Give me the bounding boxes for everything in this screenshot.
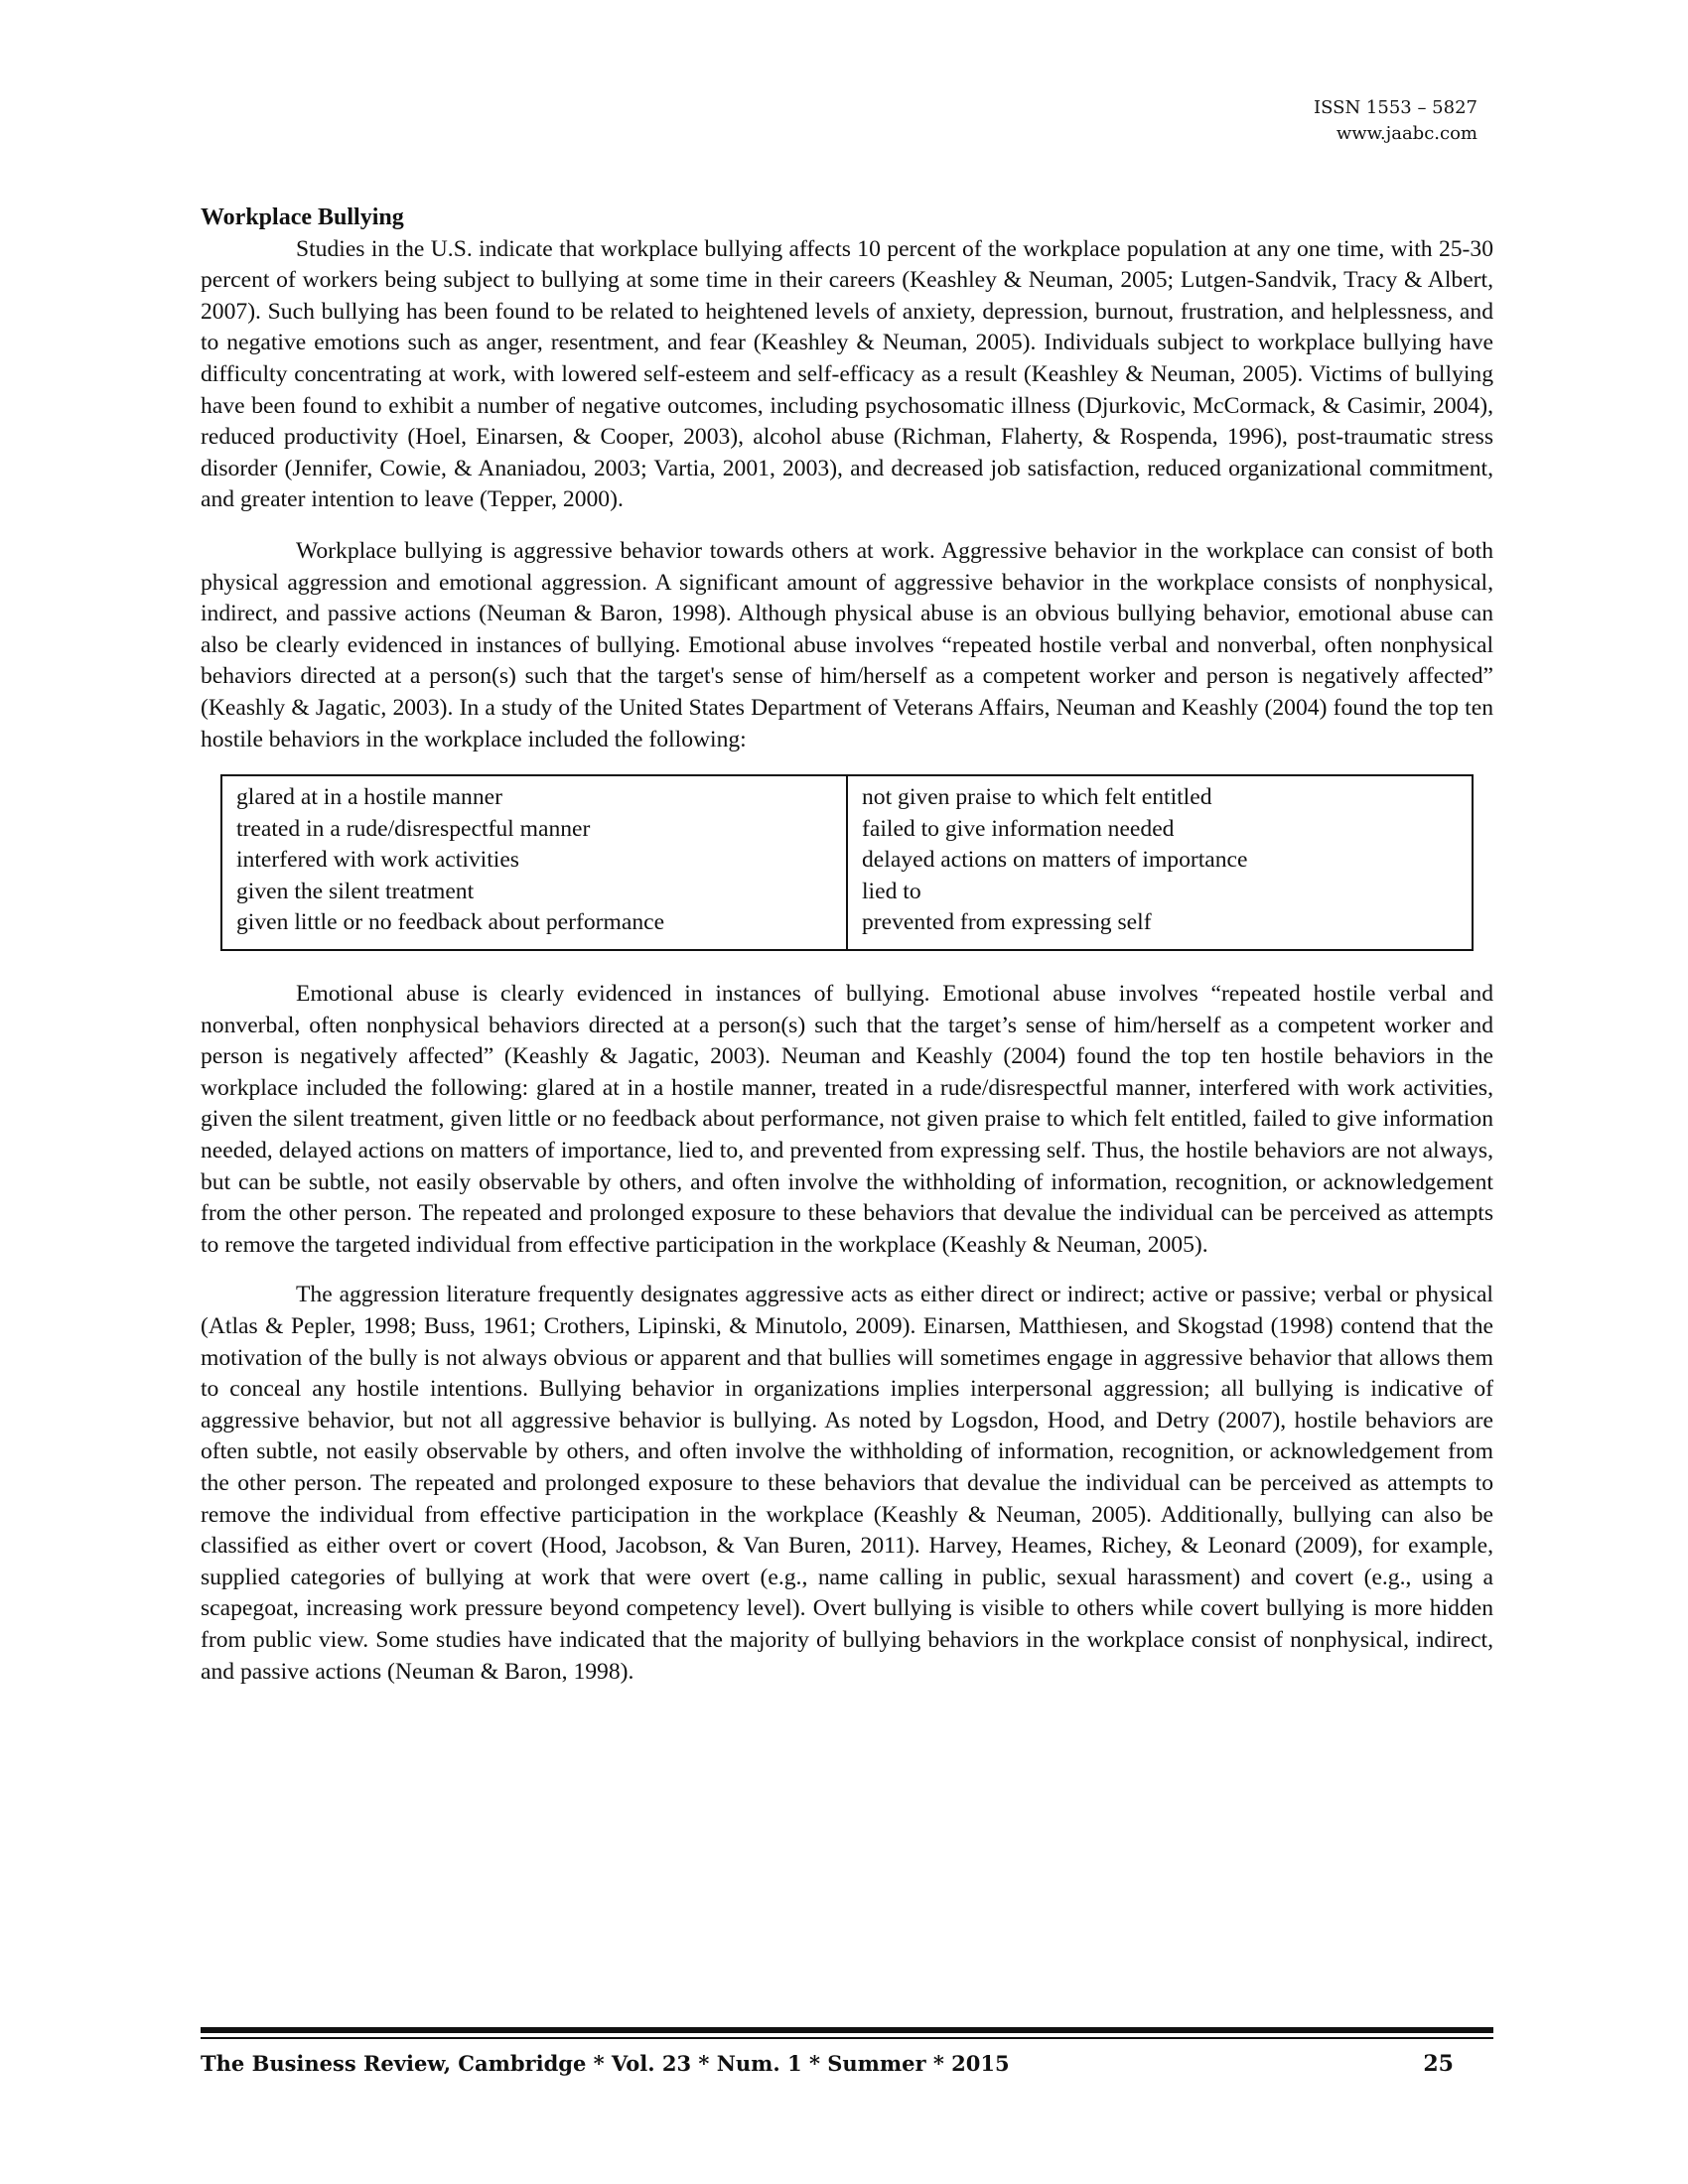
issn-label: ISSN 1553 – 5827 — [1314, 97, 1477, 118]
table-cell: glared at in a hostile manner — [236, 784, 502, 811]
page-header — [1314, 95, 1477, 147]
footer-rule-thin — [201, 2037, 1493, 2039]
paragraph-2: Workplace bullying is aggressive behavior towards others at work. Aggressive behavior in the workplace can consist of both physical aggression and emotional aggression. A significant amount of aggressive behavior in the workplace consists of nonphysical, indirect, and passive actions (Neuman & Baron, 1998). Although physical abuse is an obvious bullying behavior, emotional abuse can also be clearly evidenced in instances of bullying. Emotional abuse involves “repeated hostile verbal and nonverbal, often nonphysical behaviors directed at a person(s) such that the target's sense of him/herself as a competent worker and person is negatively affected” (Keashly & Jagatic, 2003). In a study of the United States Department of Veterans Affairs, Neuman and Keashly (2004) found the top ten hostile behaviors in the workplace included the following: — [201, 537, 1493, 752]
table-cell: given the silent treatment — [236, 878, 475, 904]
page-number: 25 — [1423, 2051, 1454, 2077]
paragraph-1: Studies in the U.S. indicate that workplace bullying affects 10 percent of the workplace population at any one time, with 25-30 percent of workers being subject to bullying at some time in their careers (Keashley & Neuman, 2005; Lutgen-Sandvik, Tracy & Albert, 2007). Such bullying has been found to be related to heightened levels of anxiety, depression, burnout, frustration, and helplessness, and to negative emotions such as anger, resentment, and fear (Keashley & Neuman, 2005). Individuals subject to workplace bullying have difficulty concentrating at work, with lowered self-esteem and self-efficacy as a result (Keashley & Neuman, 2005). Victims of bullying have been found to exhibit a number of negative outcomes, including psychosomatic illness (Djurkovic, McCormack, & Casimir, 2004), reduced productivity (Hoel, Einarsen, & Cooper, 2003), alcohol abuse (Richman, Flaherty, & Rospenda, 1996), post-traumatic stress disorder (Jennifer, Cowie, & Ananiadou, 2003; Vartia, 2001, 2003), and decreased job satisfaction, reduced organizational commitment, and greater intention to leave (Tepper, 2000). — [201, 235, 1493, 513]
table-cell: failed to give information needed — [862, 815, 1175, 842]
paragraph-4: The aggression literature frequently designates aggressive acts as either direct or indirect; active or passive; verbal or physical (Atlas & Pepler, 1998; Buss, 1961; Crothers, Lipinski, & Minutolo, 2009). Einarsen, Matthiesen, and Skogstad (1998) contend that the motivation of the bully is not always obvious or apparent and that bullies will sometimes engage in aggressive behavior that allows them to conceal any hostile intentions. Bullying behavior in organizations implies interpersonal aggression; all bullying is indicative of aggressive behavior, but not all aggressive behavior is bullying. As noted by Logsdon, Hood, and Detry (2007), hostile behaviors are often subtle, not easily observable by others, and often involve the withholding of information, recognition, or acknowledgement from the other person. The repeated and prolonged exposure to these behaviors that devalue the individual can be perceived as attempts to remove the individual from effective participation in the workplace (Keashly & Neuman, 2005). Additionally, bullying can also be classified as either overt or covert (Hood, Jacobson, & Van Buren, 2011). Harvey, Heames, Richey, & Leonard (2009), for example, supplied categories of bullying at work that were overt (e.g., name calling in public, sexual harassment) and covert (e.g., using a scapegoat, increasing work pressure beyond competency level). Overt bullying is visible to others while covert bullying is more hidden from public view. Some studies have indicated that the majority of bullying behaviors in the workplace consist of nonphysical, indirect, and passive actions (Neuman & Baron, 1998). — [201, 1282, 1493, 1685]
table-cell: given little or no feedback about performance — [236, 909, 665, 936]
table-cell: lied to — [862, 878, 921, 904]
table-column-right — [846, 776, 1472, 949]
main-content — [201, 203, 1493, 1706]
website-label: www.jaabc.com — [1336, 123, 1477, 144]
table-cell: treated in a rude/disrespectful manner — [236, 815, 591, 842]
hostile-behaviors-table — [220, 774, 1474, 951]
table-column-left — [222, 776, 846, 949]
table-cell: delayed actions on matters of importance — [862, 847, 1248, 874]
journal-citation: The Business Review, Cambridge * Vol. 23 * Num. 1 * Summer * 2015 — [201, 2051, 1010, 2076]
section-heading: Workplace Bullying — [201, 205, 404, 230]
footer-rule-thick — [201, 2027, 1493, 2033]
table-cell: prevented from expressing self — [862, 909, 1152, 936]
table-cell: not given praise to which felt entitled — [862, 784, 1212, 811]
paragraph-3: Emotional abuse is clearly evidenced in instances of bullying. Emotional abuse involves “repeated hostile verbal and nonverbal, often nonphysical behaviors directed at a person(s) such that the target’s sense of him/herself as a competent worker and person is negatively affected” (Keashly & Jagatic, 2003). Neuman and Keashly (2004) found the top ten hostile behaviors in the workplace included the following: glared at in a hostile manner, treated in a rude/disrespectful manner, interfered with work activities, given the silent treatment, given little or no feedback about performance, not given praise to which felt entitled, failed to give information needed, delayed actions on matters of importance, lied to, and prevented from expressing self. Thus, the hostile behaviors are not always, but can be subtle, not easily observable by others, and often involve the withholding of information, recognition, or acknowledgement from the other person. The repeated and prolonged exposure to these behaviors that devalue the individual can be perceived as attempts to remove the targeted individual from effective participation in the workplace (Keashly & Neuman, 2005). — [201, 981, 1493, 1258]
table-cell: interfered with work activities — [236, 847, 519, 874]
